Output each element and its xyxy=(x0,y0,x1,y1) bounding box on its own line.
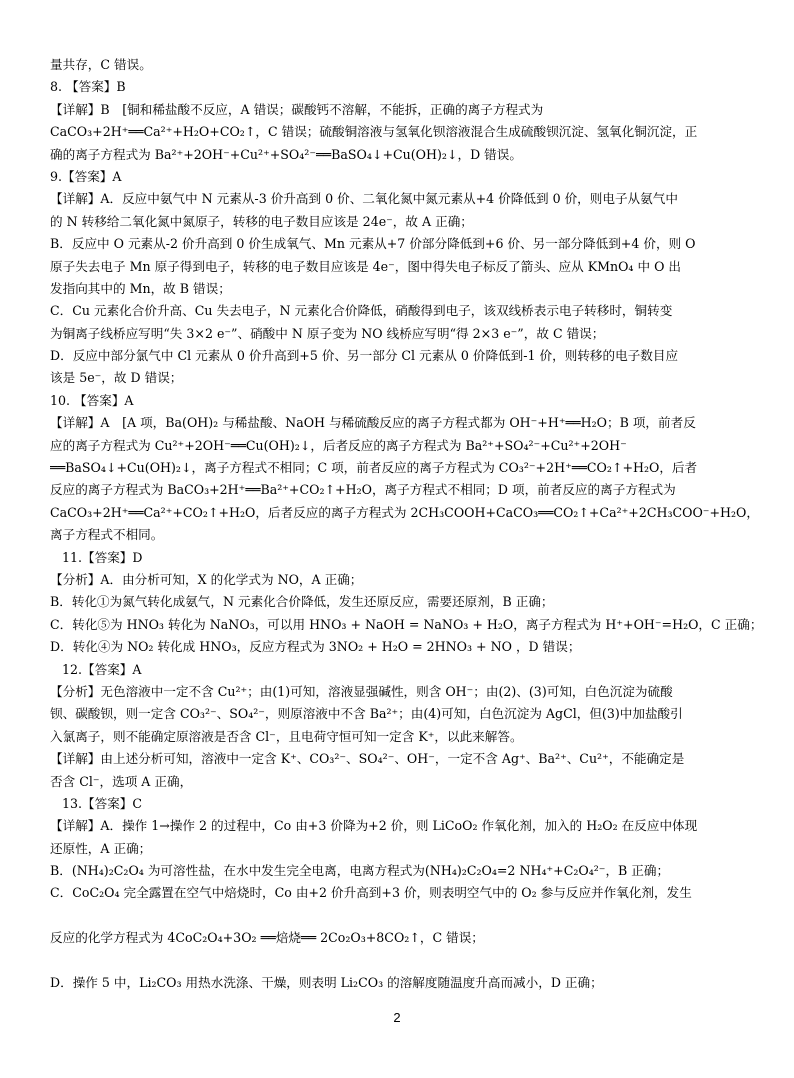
text-line xyxy=(50,950,762,972)
text-line: 为铜离子线桥应写明“失 3×2 e⁻”、硝酸中 N 原子变为 NO 线桥应写明“得 2×3 e⁻”，故 C 错误； xyxy=(50,325,605,341)
text-line: 该是 5e⁻，故 D 错误； xyxy=(50,370,183,386)
text-line: CaCO₃+2H⁺══Ca²⁺+H₂O+CO₂↑，C 错误；硫酸铜溶液与氢氧化钡溶液混合生成硫酸钡沉淀、氢氧化铜沉淀，正 xyxy=(50,124,698,140)
text-line xyxy=(50,905,762,927)
text-line: 反应的离子方程式为 BaCO₃+2H⁺══Ba²⁺+CO₂↑+H₂O，离子方程式不相同；D 项，前者反应的离子方程式为 xyxy=(50,482,676,498)
text-line: 【详解】B [铜和稀盐酸不反应，A 错误；碳酸钙不溶解，不能拆，正确的离子方程式为 xyxy=(50,101,544,117)
text-line: 10. 【答案】A xyxy=(50,392,134,408)
text-line: C．Cu 元素化合价升高、Cu 失去电子，N 元素化合价降低，硝酸得到电子，该双线桥表示电子转移时，铜转变 xyxy=(50,303,673,319)
text-line: 离子方程式不相同。 xyxy=(50,527,164,543)
text-line: B．(NH₄)₂C₂O₄ 为可溶性盐，在水中发生完全电离，电离方程式为(NH₄)₂C₂O₄=2 NH₄⁺+C₂O₄²⁻，B 正确； xyxy=(50,863,670,879)
text-line: 【详解】A．操作 1→操作 2 的过程中，Co 由+3 价降为+2 价，则 LiCoO₂ 作氧化剂，加入的 H₂O₂ 在反应中体现 xyxy=(50,818,698,834)
text-line: 钡、碳酸钡，则一定含 CO₃²⁻、SO₄²⁻，则原溶液中不含 Ba²⁺；由(4)可知，白色沉淀为 AgCl，但(3)中加盐酸引 xyxy=(50,706,683,722)
text-line: 【详解】由上述分析可知，溶液中一定含 K⁺、CO₃²⁻、SO₄²⁻、OH⁻，一定不含 Ag⁺、Ba²⁺、Cu²⁺，不能确定是 xyxy=(50,751,685,767)
text-line: 反应的化学方程式为 4CoC₂O₄+3O₂ ══焙烧══ 2Co₂O₃+8CO₂↑，C 错误； xyxy=(50,930,484,946)
text-line: B．转化①为氮气转化成氨气，N 元素化合价降低，发生还原反应，需要还原剂，B 正确； xyxy=(50,594,554,610)
text-line: D．操作 5 中，Li₂CO₃ 用热水洗涤、干燥，则表明 Li₂CO₃ 的溶解度随温度升高而减小，D 正确； xyxy=(50,975,603,991)
text-line: 【详解】A．反应中氨气中 N 元素从-3 价升高到 0 价、二氧化氮中氮元素从+4 价降低到 0 价，则电子从氨气中 xyxy=(50,191,678,207)
text-line: C．转化⑤为 HNO₃ 转化为 NaNO₃，可以用 HNO₃ + NaOH = NaNO₃ + H₂O，离子方程式为 H⁺+OH⁻=H₂O，C 正确； xyxy=(50,616,762,632)
text-line: 量共存，C 错误。 xyxy=(50,57,152,72)
text-line: ══BaSO₄↓+Cu(OH)₂↓，离子方程式不相同；C 项，前者反应的离子方程式为 CO₃²⁻+2H⁺══CO₂↑+H₂O，后者 xyxy=(50,460,698,476)
text-line: C．CoC₂O₄ 完全露置在空气中焙烧时，Co 由+2 价升高到+3 价，则表明空气中的 O₂ 参与反应并作氧化剂，发生 xyxy=(50,885,692,901)
text-line: 13.【答案】C xyxy=(62,795,143,811)
text-line: 否含 Cl⁻，选项 A 正确， xyxy=(50,773,193,789)
text-line: 还原性，A 正确； xyxy=(50,840,152,856)
text-line: 11.【答案】D xyxy=(62,549,143,565)
text-line: D．反应中部分氯气中 Cl 元素从 0 价升高到+5 价、另一部分 Cl 元素从 0 价降低到-1 价，则转移的电子数目应 xyxy=(50,348,679,364)
page-number: 2 xyxy=(393,1010,401,1025)
document-body xyxy=(50,54,762,994)
text-line: 【详解】A [A 项，Ba(OH)₂ 与稀盐酸、NaOH 与稀硫酸反应的离子方程式都为 OH⁻+H⁺══H₂O；B 项，前者反 xyxy=(50,415,696,431)
text-line: CaCO₃+2H⁺══Ca²⁺+CO₂↑+H₂O，后者反应的离子方程式为 2CH₃COOH+CaCO₃══CO₂↑+Ca²⁺+2CH₃COO⁻+H₂O， xyxy=(50,504,759,520)
text-line: 9.【答案】A xyxy=(50,168,122,184)
text-line: B．反应中 O 元素从-2 价升高到 0 价生成氧气、Mn 元素从+7 价部分降低到+6 价、另一部分降低到+4 价，则 O xyxy=(50,236,696,252)
text-line: 8. 【答案】B xyxy=(50,79,126,95)
text-line: D．转化④为 NO₂ 转化成 HNO₃，反应方程式为 3NO₂ + H₂O = 2HNO₃ + NO ，D 错误； xyxy=(50,639,581,655)
text-line: 的 N 转移给二氧化氮中氮原子，转移的电子数目应该是 24e⁻，故 A 正确； xyxy=(50,213,473,229)
text-line: 原子失去电子 Mn 原子得到电子，转移的电子数目应该是 4e⁻，图中得失电子标反了箭头、应从 KMnO₄ 中 O 出 xyxy=(50,258,682,274)
text-line: 【分析】A．由分析可知，X 的化学式为 NO，A 正确； xyxy=(50,571,363,587)
text-line: 应的离子方程式为 Cu²⁺+2OH⁻══Cu(OH)₂↓，后者反应的离子方程式为 Ba²⁺+SO₄²⁻+Cu²⁺+2OH⁻ xyxy=(50,437,627,453)
text-line: 发指向其中的 Mn，故 B 错误； xyxy=(50,280,231,296)
text-line: 入氯离子，则不能确定原溶液是否含 Cl⁻，且电荷守恒可知一定含 K⁺，以此来解答。 xyxy=(50,728,523,744)
text-line: 12.【答案】A xyxy=(62,661,142,677)
text-line: 确的离子方程式为 Ba²⁺+2OH⁻+Cu²⁺+SO₄²⁻══BaSO₄↓+Cu(OH)₂↓，D 错误。 xyxy=(50,146,522,162)
text-line: 【分析】无色溶液中一定不含 Cu²⁺；由(1)可知，溶液显强碱性，则含 OH⁻；由(2)、(3)可知，白色沉淀为硫酸 xyxy=(50,683,673,699)
